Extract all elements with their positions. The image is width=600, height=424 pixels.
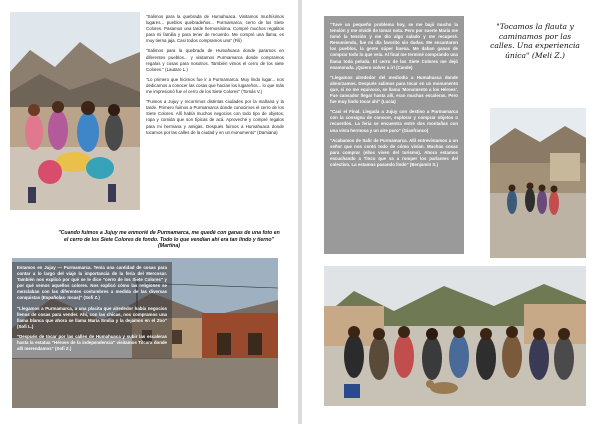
- overlay-text-box: [12, 262, 172, 359]
- grey-entry-cande: "Tuve un pequeño problema hoy, se me bajó mucho la tensión y me olvidé de tomar nota. Pero por suerte María me tomó la tensión y me dio algo salado y me recuperé. Resumiendo, fue mi día favorito sin dudas. Me encantaron los pueblos, la gente súper buena. Me daban ganas de comprar todo lo que veía. Al final me terminé comprando una llama toda peluda. El cerro de los Siete Colores me dejó enamorada. ¡Quiero volver a ir! (Cande): [330, 22, 458, 70]
- grey-entry-gianfranco: "Casi el Final. Llegada a Jujuy con destino a Purmamarca con la consigna de conocer, explorar y comprar objetos o recuerdos. La feria se encuentra entre dos montañas con una vista hermosa y un aire puro" (Gianfranco): [330, 109, 458, 133]
- overlay-entry-sofi-z-2: "Después de tocar por las calles de Humahuaca y subir las escaleras hasta la estatua "Héroes de la independencia" visitamos Tilcara donde allí merendamos" (Sofi Z.): [17, 333, 167, 352]
- overlay-entry-sofi-z-1: Estamos en Jujuy — Purmamarca. Tenía una cantidad de cosas para contar a lo largo del viaje la importancia de la feria del Mercosur. También nos explicó por qué se le dice "cerro de los Siete Colores" y por qué vemos aquellos colores. Nos explicó cómo las religiones se mezclaban con las diferentes costumbres a medida de las diversas conquistas (Españolas- Incas)" (Sofi Z.): [17, 265, 167, 301]
- quote-meli: "Tocamos la flauta y caminamos por las calles. Una experiencia única" (Meli Z.): [490, 22, 580, 60]
- overlay-entry-sofi-l: "Llegamos a Purmamarca, a una placita que alrededor había negocios llenos de cosas para vender. Ahí, con las chicas, nos compramos una llama blanca que ahora se llama María Emilia y la dejamos en el Zoo" (Sofi L.): [17, 305, 167, 329]
- grey-entry-benjamin: "Acabamos de Salir de Purmamarca. Allí entrevistamos a un señor que nos contó todo de cómo vivían. Muchas cosas para comprar (ellos viven del turismo). Ahora estamos escuchando a Tinco que va a romper los parlantes del colectivo. La estamos pasando lindo" (Benjamín S.): [330, 137, 458, 167]
- photo-children-mountains: [10, 12, 140, 210]
- left-page: [0, 0, 298, 424]
- text-entry-damiana: "Fuimos a Jujuy y recorrimos distintas ciudades por la mañana y la tarde. Primero fuimos a Purmamarca donde conocimos el cerro de los Siete Colores. Allí había muchos negocios con todo tipo de objetos, ropa y comida que son típicas de acá. Aproveché y compré regalos para mi hermana y amigas. Después fuimos a Humahuaca donde tocamos por las calles de la ciudad y en un monumento" (Damiana): [146, 99, 284, 135]
- right-page: [302, 0, 600, 424]
- text-entry-tomas: "Lo primero que hicimos fue ir a Purmamarca. Muy lindo lugar... nos dedicamos a conocer las cosas que hacían los lugareños... lo que más me impresionó fue el cerro de los Siete Colores" (Tomás V.): [146, 76, 284, 95]
- text-entry-lautaro: "Salimos para la quebrada de Humahuaca donde paramos en diferentes pueblos... y visitamos Purmamarca donde compramos regalos y cosas para nosotros. También vimos el cerro de los siete Colores." (Lautaro L.): [146, 48, 284, 72]
- photo-plaza-group: [324, 266, 586, 406]
- grey-entry-lucia: "Llegamos alrededor del mediodía a Humahuaca donde almorzamos. Después salimos para tocar en un monumento que, si no me equivoco, se llama 'Monumento a los Héroes'. Fue cansador llegar hasta allí, eran muchas escaleras. Pero fue muy lindo tocar ahí" (Lucía): [330, 74, 458, 105]
- left-text-column: [146, 14, 284, 140]
- photo-hillside-group: [490, 108, 586, 258]
- caption-martina: "Cuando fuimos a Jujuy me enmorié de Purmamarca, me quedé con ganas de una foto en el cerro de los Siete Colores de fondo. Todo lo que vendían ahí era tan lindo y tierno" (Martina): [58, 230, 280, 250]
- text-entry-fili: "Salimos para la quebrada de Humahuaca. Visitamos muchísimos lugares... pueblos quebradeños... Purmamarca, cerro de los Siete Colores. Pasamos una tarde hermosísima. Compré muchos regalitos para mi familia y para tener de recuerdo. Me compré una llama, es muy tierna jaja. Casi todos compramos una" (Fili): [146, 14, 284, 44]
- grey-text-box: [324, 16, 464, 254]
